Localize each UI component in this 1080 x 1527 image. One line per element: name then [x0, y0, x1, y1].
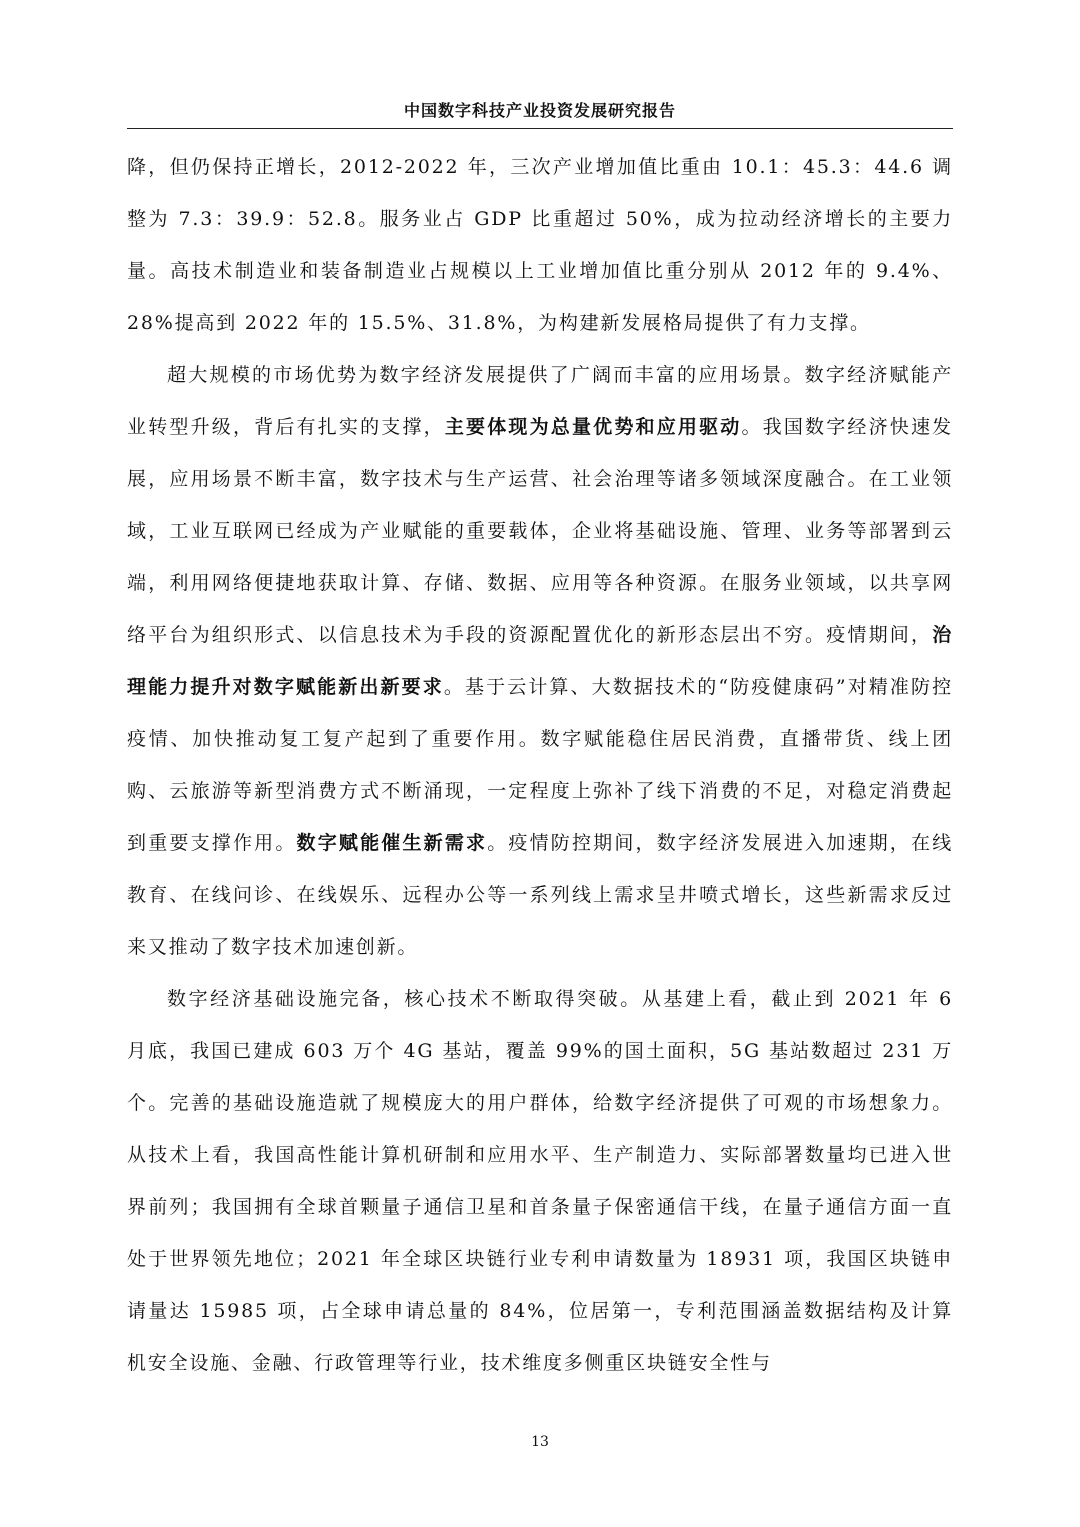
- paragraph-text: 数字经济基础设施完备，核心技术不断取得突破。从基建上看，截止到 2021 年 6 月底，我国已建成 603 万个 4G 基站，覆盖 99%的国土面积，5G 基站数超过 231 万个。完善的基础设施造就了规模庞大的用户群体，给数字经济提供了可观的市场想象力。从技术上看，我国高性能计算机研制和应用水平、生产制造力、实际部署数量均已进入世界前列；我国拥有全球首颗量子通信卫星和首条量子保密通信干线，在量子通信方面一直处于世界领先地位；2021 年全球区块链行业专利申请数量为 18931 项，我国区块链申请量达 15985 项，占全球申请总量的 84%，位居第一，专利范围涵盖数据结构及计算机安全设施、金融、行政管理等行业，技术维度多侧重区块链安全性与: [127, 988, 953, 1374]
- page-header-title: 中国数字科技产业投资发展研究报告: [403, 101, 676, 120]
- report-body-text: [127, 141, 953, 1389]
- header-divider: [127, 128, 953, 129]
- paragraph-text: 。我国数字经济快速发展，应用场景不断丰富，数字技术与生产运营、社会治理等诸多领域深度融合。在工业领域，工业互联网已经成为产业赋能的重要载体，企业将基础设施、管理、业务等部署到云端，利用网络便捷地获取计算、存储、数据、应用等各种资源。在服务业领域，以共享网络平台为组织形式、以信息技术为手段的资源配置优化的新形态层出不穷。疫情期间，: [127, 416, 953, 646]
- paragraph-text: 。基于云计算、大数据技术的“防疫健康码”对精准防控疫情、加快推动复工复产起到了重要作用。数字赋能稳住居民消费，直播带货、线上团购、云旅游等新型消费方式不断涌现，一定程度上弥补了线下消费的不足，对稳定消费起到重要支撑作用。: [127, 676, 953, 854]
- paragraph: [127, 973, 953, 1389]
- page-number: 13: [531, 1434, 549, 1450]
- paragraph-text: 。疫情防控期间，数字经济发展进入加速期，在线教育、在线问诊、在线娱乐、远程办公等一系列线上需求呈井喷式增长，这些新需求反过来又推动了数字技术加速创新。: [127, 832, 953, 958]
- paragraph-text: 降，但仍保持正增长，2012-2022 年，三次产业增加值比重由 10.1：45.3：44.6 调整为 7.3：39.9：52.8。服务业占 GDP 比重超过 50%，成为拉动经济增长的主要力量。高技术制造业和装备制造业占规模以上工业增加值比重分别从 2012 年的 9.4%、28%提高到 2022 年的 15.5%、31.8%，为构建新发展格局提供了有力支撑。: [127, 156, 953, 334]
- paragraph: [127, 141, 953, 349]
- emphasis-text: 数字赋能催生新需求: [296, 832, 488, 854]
- paragraph-text: 超大规模的市场优势为数字经济发展提供了广阔而丰富的应用场景。数字经济赋能产业转型升级，背后有扎实的支撑，: [127, 364, 953, 438]
- paragraph: [127, 349, 953, 973]
- emphasis-text: 主要体现为总量优势和应用驱动: [444, 416, 742, 438]
- emphasis-text: 治理能力提升对数字赋能新出新要求: [127, 624, 953, 698]
